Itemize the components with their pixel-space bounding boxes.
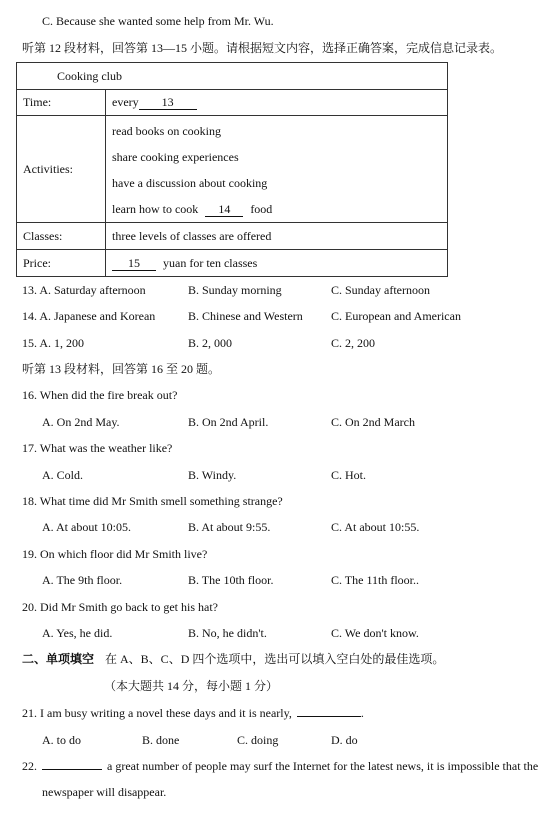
option-18c[interactable]: C. At about 10:55. bbox=[331, 520, 420, 534]
price-value bbox=[106, 250, 448, 277]
option-17b[interactable]: B. Windy. bbox=[188, 468, 237, 482]
option-20b[interactable]: B. No, he didn't. bbox=[188, 626, 267, 640]
time-label: Time: bbox=[17, 90, 106, 116]
cooking-club-table bbox=[16, 62, 448, 277]
option-21b[interactable]: B. done bbox=[142, 733, 180, 747]
question-16-stem: 16. When did the fire break out? bbox=[22, 388, 178, 402]
question-19-stem: 19. On which floor did Mr Smith live? bbox=[22, 547, 208, 561]
question-18-stem: 18. What time did Mr Smith smell something strange? bbox=[22, 494, 283, 508]
option-14c[interactable]: C. European and American bbox=[331, 309, 461, 323]
section2-header bbox=[22, 652, 444, 666]
question-17-stem: 17. What was the weather like? bbox=[22, 441, 173, 455]
section2-score-note: （本大题共 14 分，每小题 1 分） bbox=[104, 679, 279, 693]
time-value bbox=[106, 90, 448, 116]
option-15c[interactable]: C. 2, 200 bbox=[331, 336, 376, 350]
option-16a[interactable]: A. On 2nd May. bbox=[42, 415, 120, 429]
option-17c[interactable]: C. Hot. bbox=[331, 468, 367, 482]
option-15b[interactable]: B. 2, 000 bbox=[188, 336, 233, 350]
section2-heading: 二、单项填空 bbox=[22, 652, 95, 666]
option-14b[interactable]: B. Chinese and Western bbox=[188, 309, 303, 323]
activities-label: Activities: bbox=[17, 116, 106, 223]
question-22-line2: newspaper will disappear. bbox=[42, 785, 167, 799]
option-18a[interactable]: A. At about 10:05. bbox=[42, 520, 131, 534]
question-20-stem: 20. Did Mr Smith go back to get his hat? bbox=[22, 600, 218, 614]
option-19c[interactable]: C. The 11th floor.. bbox=[331, 573, 419, 587]
price-suffix: yuan for ten classes bbox=[163, 255, 258, 270]
classes-value: three levels of classes are offered bbox=[106, 223, 448, 250]
classes-label: Classes: bbox=[17, 223, 106, 250]
time-prefix: every bbox=[112, 95, 139, 109]
question-22-number: 22. bbox=[22, 759, 37, 773]
question-21-stem bbox=[22, 706, 364, 720]
option-21a[interactable]: A. to do bbox=[42, 733, 81, 747]
activity-suffix: food bbox=[250, 202, 273, 216]
option-20c[interactable]: C. We don't know. bbox=[331, 626, 419, 640]
price-label: Price: bbox=[17, 250, 106, 277]
option-20a[interactable]: A. Yes, he did. bbox=[42, 626, 113, 640]
question-21-text: 21. I am busy writing a novel these days and it is nearly, bbox=[22, 706, 292, 720]
blank-21[interactable] bbox=[297, 716, 361, 717]
question-22-stem bbox=[22, 759, 538, 773]
question-14[interactable]: 14. A. Japanese and Korean bbox=[22, 309, 156, 323]
blank-13[interactable]: 13 bbox=[139, 96, 197, 110]
part13-instruction: 听第 13 段材料，回答第 16 至 20 题。 bbox=[22, 362, 221, 376]
question-13[interactable]: 13. A. Saturday afternoon bbox=[22, 283, 146, 297]
option-18b[interactable]: B. At about 9:55. bbox=[188, 520, 271, 534]
activity-item: have a discussion about cooking bbox=[112, 176, 268, 190]
table-title: Cooking club bbox=[17, 63, 448, 90]
blank-22[interactable] bbox=[42, 769, 102, 770]
option-21d[interactable]: D. do bbox=[331, 733, 358, 747]
option-16c[interactable]: C. On 2nd March bbox=[331, 415, 415, 429]
intro-option: C. Because she wanted some help from Mr. Wu. bbox=[42, 14, 274, 28]
option-21c[interactable]: C. doing bbox=[237, 733, 279, 747]
section2-instruction: 在 A、B、C、D 四个选项中，选出可以填入空白处的最佳选项。 bbox=[105, 652, 445, 666]
activities-cell bbox=[106, 116, 448, 223]
blank-14[interactable]: 14 bbox=[205, 203, 243, 217]
option-16b[interactable]: B. On 2nd April. bbox=[188, 415, 269, 429]
question-22-text: a great number of people may surf the Internet for the latest news, it is impossible that the bbox=[107, 759, 539, 773]
option-13b[interactable]: B. Sunday morning bbox=[188, 283, 282, 297]
blank-15[interactable]: 15 bbox=[112, 257, 156, 271]
activity-item: read books on cooking bbox=[112, 124, 221, 138]
activity-item bbox=[112, 196, 441, 222]
option-19b[interactable]: B. The 10th floor. bbox=[188, 573, 274, 587]
option-13c[interactable]: C. Sunday afternoon bbox=[331, 283, 430, 297]
activity-item: share cooking experiences bbox=[112, 150, 239, 164]
question-21-end: . bbox=[360, 706, 364, 720]
activity-prefix: learn how to cook bbox=[112, 202, 199, 216]
question-15[interactable]: 15. A. 1, 200 bbox=[22, 336, 85, 350]
option-19a[interactable]: A. The 9th floor. bbox=[42, 573, 123, 587]
part12-instruction: 听第 12 段材料，回答第 13—15 小题。请根据短文内容，选择正确答案，完成信息记录表。 bbox=[22, 41, 503, 55]
option-17a[interactable]: A. Cold. bbox=[42, 468, 84, 482]
